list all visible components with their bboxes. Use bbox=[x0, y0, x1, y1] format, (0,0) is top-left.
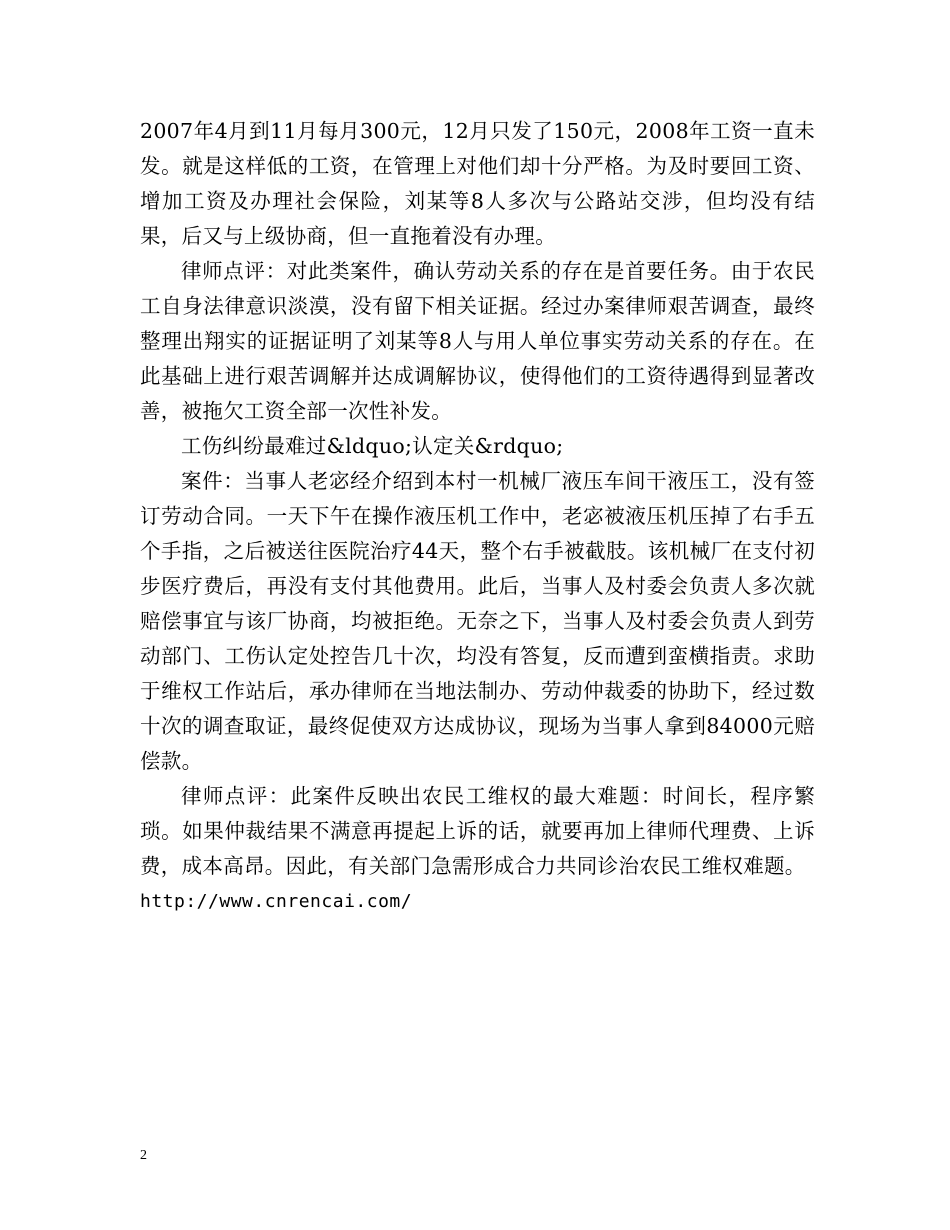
paragraph-case-injury: 案件：当事人老宓经介绍到本村一机械厂液压车间干液压工，没有签订劳动合同。一天下午在操作液压机工作中，老宓被液压机压掉了右手五个手指，之后被送往医院治疗44天，整个右手被截肢。该机械厂在支付初步医疗费后，再没有支付其他费用。此后，当事人及村委会负责人多次就赔偿事宜与该厂协商，均被拒绝。无奈之下，当事人及村委会负责人到劳动部门、工伤认定处控告几十次，均没有答复，反而遭到蛮横指责。求助于维权工作站后，承办律师在当地法制办、劳动仲裁委的协助下，经过数十次的调查取证，最终促使双方达成协议，现场为当事人拿到84000元赔偿款。 bbox=[140, 469, 815, 773]
section-heading-work-injury: 工伤纠纷最难过&ldquo;认定关&rdquo; bbox=[181, 434, 564, 458]
paragraph-lawyer-comment-1: 律师点评：对此类案件，确认劳动关系的存在是首要任务。由于农民工自身法律意识淡漠，没有留下相关证据。经过办案律师艰苦调查，最终整理出翔实的证据证明了刘某等8人与用人单位事实劳动关系的存在。在此基础上进行艰苦调解并达成调解协议，使得他们的工资待遇得到显著改善，被拖欠工资全部一次性补发。 bbox=[140, 259, 815, 423]
paragraph-lawyer-comment-2: 律师点评：此案件反映出农民工维权的最大难题：时间长，程序繁琐。如果仲裁结果不满意再提起上诉的话，就要再加上律师代理费、上诉费，成本高昂。因此，有关部门急需形成合力共同诊治农民工维权难题。 bbox=[140, 784, 815, 878]
body-text bbox=[140, 114, 815, 919]
page-number: 2 bbox=[140, 1148, 147, 1163]
paragraph-wage-details: 2007年4月到11月每月300元，12月只发了150元，2008年工资一直未发。就是这样低的工资，在管理上对他们却十分严格。为及时要回工资、增加工资及办理社会保险，刘某等8人多次与公路站交涉，但均没有结果，后又与上级协商，但一直拖着没有办理。 bbox=[140, 119, 815, 248]
source-url-link[interactable]: http://www.cnrencai.com/ bbox=[140, 891, 413, 912]
